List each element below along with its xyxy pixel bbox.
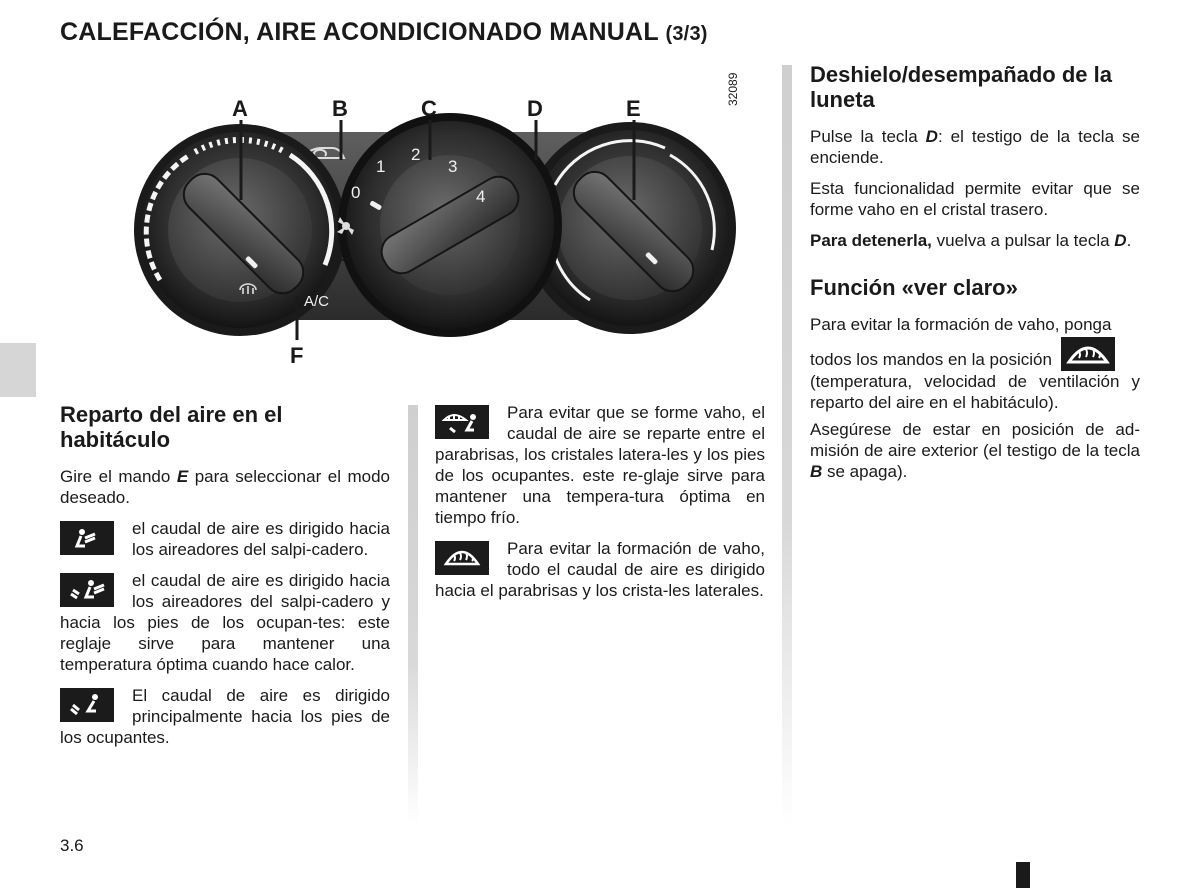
text: Pulse la tecla — [810, 127, 926, 146]
label-b: B — [332, 96, 348, 121]
face-feet-vent-icon — [60, 573, 114, 607]
text: Asegúrese de estar en posición de ad-misión de aire exterior (el testigo de la tecla — [810, 420, 1140, 460]
fan-0: 0 — [351, 183, 361, 202]
section-heading-clear-view: Función «ver claro» — [810, 275, 1018, 300]
fan-2: 2 — [411, 145, 421, 164]
figure-code: 32089 — [726, 72, 740, 106]
fan-1: 1 — [376, 157, 386, 176]
paragraph: Esta funcionalidad permite evitar que se forme vaho en el cristal trasero. — [810, 179, 1140, 219]
intro-paragraph — [60, 466, 390, 508]
left-column — [60, 402, 390, 758]
feet-vent-icon — [60, 688, 114, 722]
intro-text-post: para seleccionar el modo deseado. — [60, 467, 390, 507]
paragraph — [810, 126, 1140, 168]
section-heading-air-distribution: Reparto del aire en el habitáculo — [60, 402, 283, 452]
corner-mark — [1016, 862, 1030, 888]
label-c: C — [421, 96, 437, 121]
list-item — [435, 402, 765, 528]
ac-label: A/C — [304, 293, 330, 310]
text: . — [1126, 231, 1132, 250]
text: : el testigo de la tecla se enciende. — [810, 127, 1140, 167]
key-letter: D — [925, 127, 938, 146]
text: se apaga). — [822, 462, 908, 481]
label-e: E — [626, 96, 641, 121]
control-panel-figure — [120, 60, 740, 380]
fan-4: 4 — [476, 187, 486, 206]
section-heading-rear-defrost: Deshielo/desempañado de la luneta — [810, 62, 1112, 112]
text: Para evitar la formación de vaho, ponga — [810, 315, 1112, 334]
text: (temperatura, velocidad de ventilación y reparto del aire en el habitáculo). — [810, 372, 1140, 412]
bold-text: Para detenerla, — [810, 231, 932, 250]
label-f: F — [290, 343, 304, 368]
column-divider-left — [408, 405, 418, 825]
windscreen-defrost-icon — [435, 541, 489, 575]
text: todos los mandos en la posición — [810, 350, 1052, 369]
middle-column — [435, 402, 765, 611]
paragraph — [810, 314, 1140, 413]
list-item — [435, 538, 765, 601]
item-text: el caudal de aire es dirigido hacia los aireadores del salpi-cadero y hacia los pies de los ocupan-tes: este reglaje sirve para mantener una temperatura óptima cuando hace calor. — [60, 571, 390, 674]
key-letter: D — [1114, 231, 1127, 250]
column-divider-right — [782, 65, 792, 825]
text: vuelva a pulsar la tecla — [931, 231, 1115, 250]
item-text: Para evitar la formación de vaho, todo el caudal de aire es dirigido hacia el parabrisas y los crista-les laterales. — [435, 539, 765, 600]
page-number: 3.6 — [60, 836, 84, 855]
title-suffix: (3/3) — [665, 23, 708, 45]
list-item — [60, 518, 390, 560]
face-vent-icon — [60, 521, 114, 555]
windscreen-feet-icon — [435, 405, 489, 439]
item-text: Para evitar que se forme vaho, el caudal de aire se reparte entre el parabrisas, los cristales latera-les y los pies de los ocupantes. este re-glaje sirve para mantener una tempera-tura óptima en tiempo frío. — [435, 403, 765, 527]
intro-key: E — [176, 467, 189, 486]
title-text: CALEFACCIÓN, AIRE ACONDICIONADO MANUAL — [60, 18, 659, 46]
list-item — [60, 685, 390, 748]
key-letter: B — [810, 462, 823, 481]
item-text: El caudal de aire es dirigido principalmente hacia los pies de los ocupantes. — [60, 686, 390, 747]
label-a: A — [232, 96, 248, 121]
page-title — [60, 18, 708, 47]
item-text: el caudal de aire es dirigido hacia los aireadores del salpi-cadero. — [132, 519, 390, 559]
windscreen-defrost-icon — [1061, 337, 1115, 371]
chapter-tab — [0, 343, 36, 397]
paragraph — [810, 230, 1140, 251]
paragraph — [810, 419, 1140, 482]
label-d: D — [527, 96, 543, 121]
intro-text-pre: Gire el mando — [60, 467, 177, 486]
fan-3: 3 — [448, 157, 458, 176]
right-column — [810, 62, 1140, 492]
list-item — [60, 570, 390, 675]
